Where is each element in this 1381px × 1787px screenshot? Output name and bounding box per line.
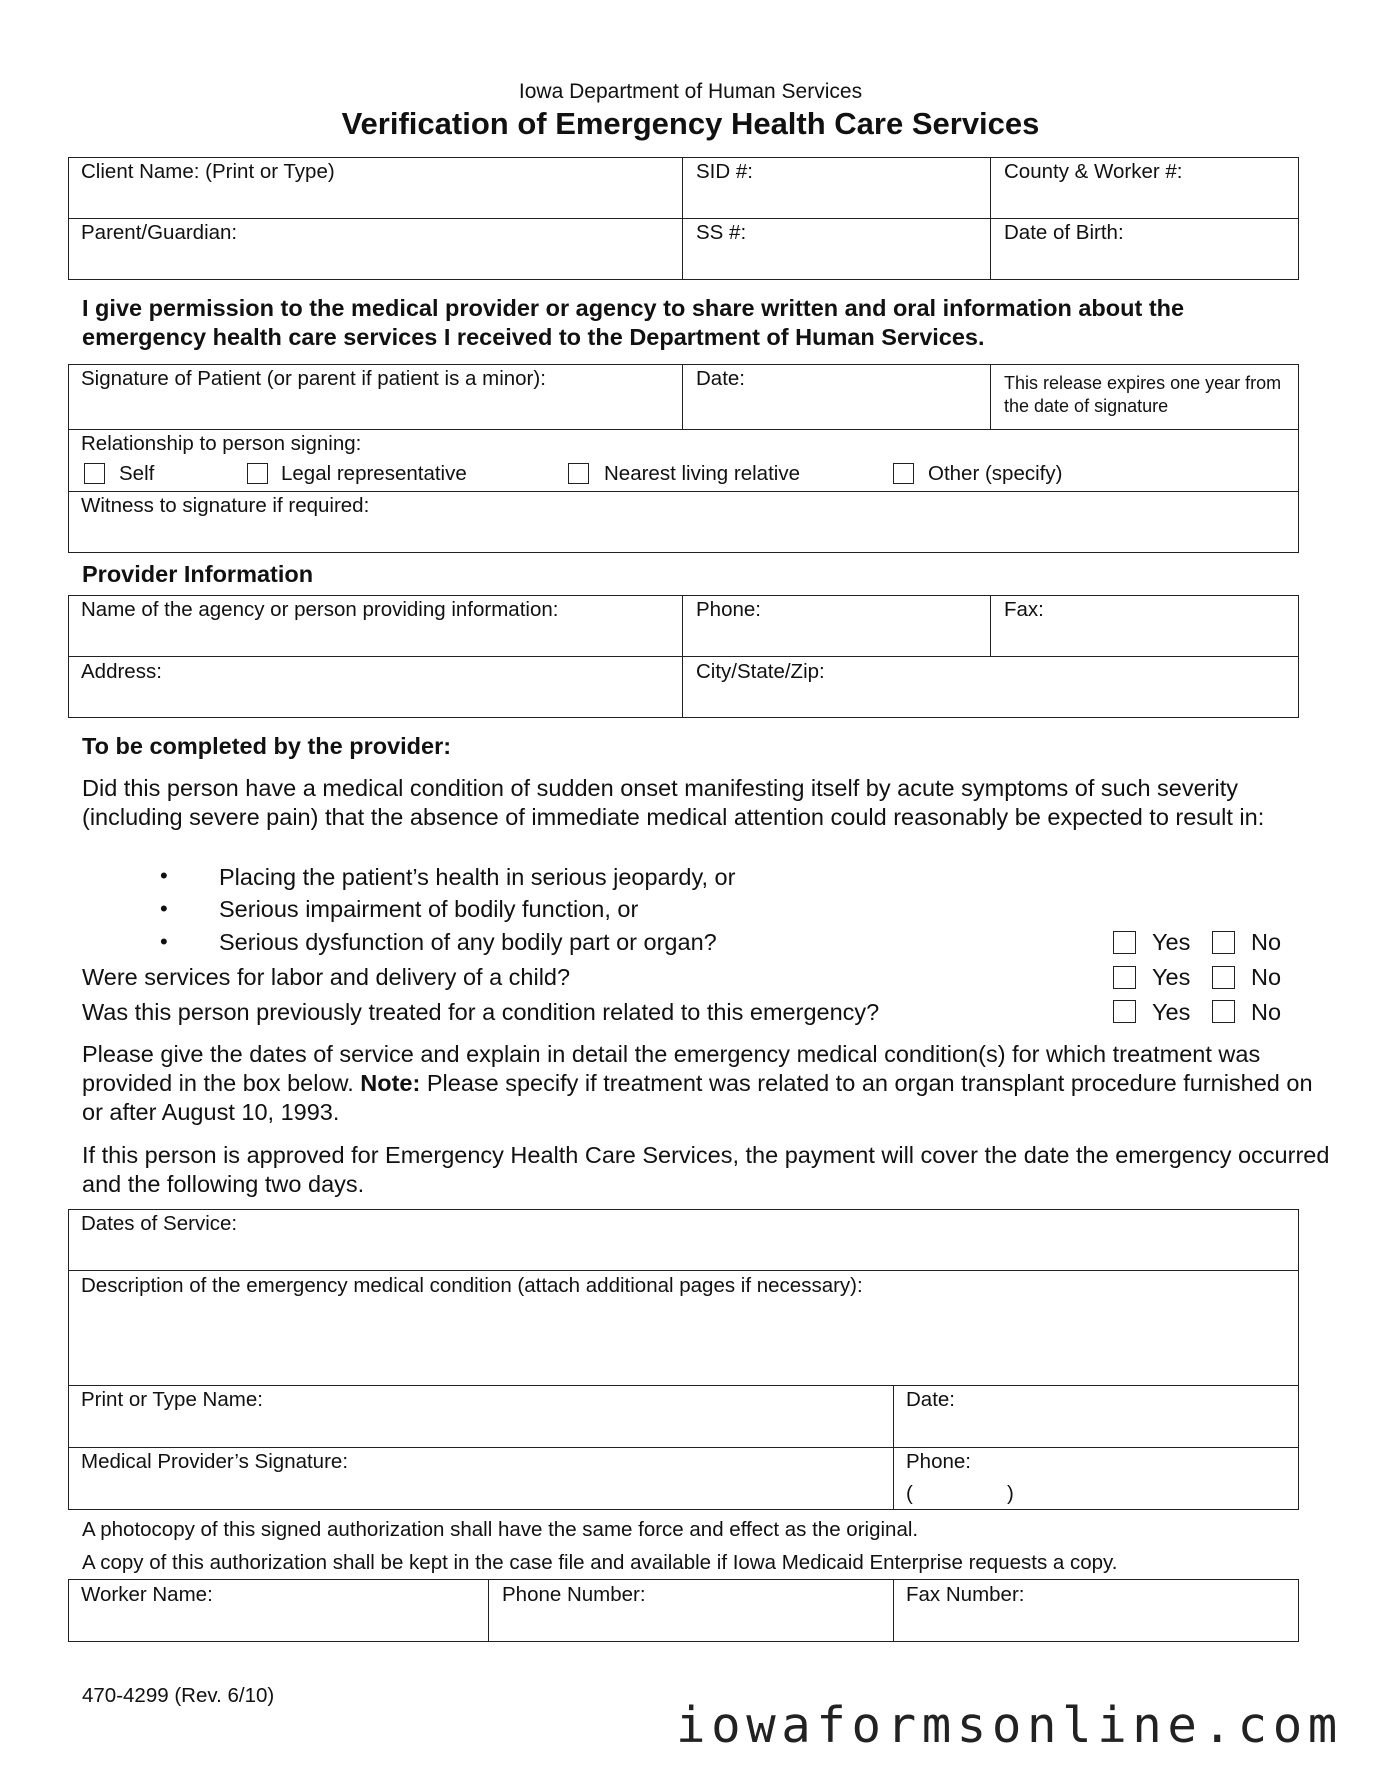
nearest-relative-option-label: Nearest living relative [604,462,800,485]
instructions-text-start: Please give the dates of service and explain in detail the emergency medical condition(s) for which treatment was provided in the box below. [82,1041,1261,1096]
self-checkbox[interactable] [84,463,105,484]
previous-yes-checkbox[interactable] [1113,1000,1136,1023]
no-label: No [1251,964,1282,990]
bullet-icon: • [160,896,168,921]
payment-coverage-note: If this person is approved for Emergency Health Care Services, the payment will cover the date the emergency occurred and the following two days. [82,1142,1330,1197]
no-label: No [1251,929,1282,955]
note-label: Note: [360,1070,421,1096]
form-number: 470-4299 (Rev. 6/10) [82,1684,275,1707]
bullet-icon: • [160,863,168,888]
worker-info-table [68,1579,1299,1642]
nearest-relative-checkbox[interactable] [568,463,589,484]
client-name-field[interactable]: Client Name: (Print or Type) [81,160,335,183]
provider-phone-field[interactable]: Phone: [696,598,761,621]
legal-representative-checkbox[interactable] [247,463,268,484]
provider-city-state-zip-field[interactable]: City/State/Zip: [696,660,825,683]
county-worker-field[interactable]: County & Worker #: [1004,160,1183,183]
worker-phone-field[interactable]: Phone Number: [502,1583,646,1606]
patient-signature-field[interactable]: Signature of Patient (or parent if patient is a minor): [81,367,546,390]
service-instructions [82,1040,1322,1127]
case-file-note: A copy of this authorization shall be kept in the case file and available if Iowa Medicaid Enterprise requests a copy. [82,1551,1118,1574]
yes-label: Yes [1152,999,1191,1025]
emergency-yes-checkbox[interactable] [1113,931,1136,954]
provider-date-field[interactable]: Date: [906,1388,955,1411]
worker-fax-field[interactable]: Fax Number: [906,1583,1025,1606]
phone-area-code-open: ( [906,1482,913,1505]
worker-name-field[interactable]: Worker Name: [81,1583,213,1606]
provider-address-field[interactable]: Address: [81,660,162,683]
emergency-no-checkbox[interactable] [1212,931,1235,954]
yes-label: Yes [1152,964,1191,990]
instructions-text-end: Please specify if treatment was related to an organ transplant procedure furnished on or after August 10, 1993. [82,1070,1313,1125]
yes-label: Yes [1152,929,1191,955]
previous-treatment-question: Was this person previously treated for a condition related to this emergency? [82,999,880,1025]
ss-field[interactable]: SS #: [696,221,747,244]
release-expiry-note: This release expires one year from the date of signature [1004,373,1282,417]
previous-no-checkbox[interactable] [1212,1000,1235,1023]
parent-guardian-field[interactable]: Parent/Guardian: [81,221,238,244]
labor-yes-checkbox[interactable] [1113,966,1136,989]
provider-section-heading: To be completed by the provider: [82,733,452,759]
photocopy-note: A photocopy of this signed authorization shall have the same force and effect as the original. [82,1518,919,1541]
website-watermark: iowaformsonline.com [676,1697,1343,1754]
permission-statement: I give permission to the medical provider or agency to share written and oral information about the emergency health care services I received to the Department of Human Services. [82,295,1185,350]
no-label: No [1251,999,1282,1025]
form-title: Verification of Emergency Health Care Services [341,106,1040,141]
bullet-item: Serious impairment of bodily function, or [219,896,639,922]
dates-of-service-field[interactable]: Dates of Service: [81,1212,238,1235]
provider-fax-field[interactable]: Fax: [1004,598,1044,621]
legal-representative-option-label: Legal representative [281,462,467,485]
provider-name-field[interactable]: Name of the agency or person providing information: [81,598,559,621]
bullet-item: Serious dysfunction of any bodily part or organ? [219,929,717,955]
sid-field[interactable]: SID #: [696,160,753,183]
department-name: Iowa Department of Human Services [518,80,863,103]
other-specify-checkbox[interactable] [893,463,914,484]
bullet-icon: • [160,929,168,954]
self-option-label: Self [119,462,155,485]
date-of-birth-field[interactable]: Date of Birth: [1004,221,1124,244]
print-name-field[interactable]: Print or Type Name: [81,1388,263,1411]
signature-date-field[interactable]: Date: [696,367,745,390]
provider-information-heading: Provider Information [82,561,314,587]
provider-signature-field[interactable]: Medical Provider’s Signature: [81,1450,349,1473]
medical-provider-phone-field[interactable]: Phone: [906,1450,971,1473]
emergency-condition-question: Did this person have a medical condition of sudden onset manifesting itself by acute symptoms of such severity (including severe pain) that the absence of immediate medical attention could reasonably be expected to result in: [82,775,1265,830]
labor-delivery-question: Were services for labor and delivery of a child? [82,964,571,990]
labor-no-checkbox[interactable] [1212,966,1235,989]
bullet-item: Placing the patient’s health in serious jeopardy, or [219,864,736,890]
witness-signature-field[interactable]: Witness to signature if required: [81,494,370,517]
condition-description-field[interactable]: Description of the emergency medical condition (attach additional pages if necessary): [81,1274,863,1297]
other-specify-option-label: Other (specify) [928,462,1063,485]
relationship-label: Relationship to person signing: [81,432,362,455]
phone-area-code-close: ) [1007,1482,1014,1505]
